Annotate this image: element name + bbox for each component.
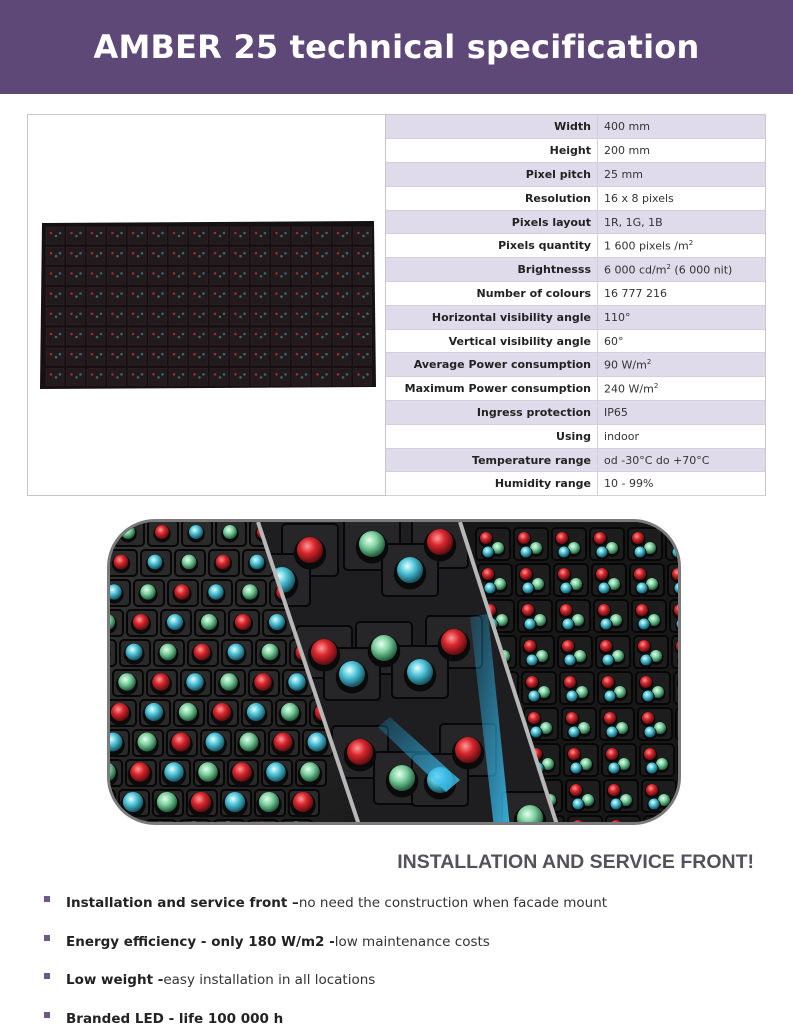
spec-label: Vertical visibility angle xyxy=(386,329,598,353)
spec-row xyxy=(386,186,765,210)
spec-row xyxy=(386,377,765,401)
spec-value: 110° xyxy=(598,305,765,329)
spec-label: Pixel pitch xyxy=(386,163,598,187)
spec-row xyxy=(386,234,765,258)
spec-row xyxy=(386,163,765,187)
spec-value: indoor xyxy=(598,424,765,448)
spec-label: Height xyxy=(386,139,598,163)
spec-value: 90 $W/m^2$ xyxy=(598,353,765,377)
spec-table xyxy=(386,115,765,496)
spec-label: Average Power consumption xyxy=(386,353,598,377)
feature-item: Energy efficiency - only 180 W/m2 - low maintenance costs xyxy=(44,932,607,952)
spec-label: Resolution xyxy=(386,186,598,210)
feature-list xyxy=(44,893,607,1028)
spec-row xyxy=(386,424,765,448)
spec-value: 6 000 $cd/m^2$ (6 000 nit) xyxy=(598,258,765,282)
product-image-cell xyxy=(28,115,386,495)
spec-row xyxy=(386,401,765,425)
spec-label: Brightnesss xyxy=(386,258,598,282)
feature-item: Branded LED - life 100 000 h xyxy=(44,1009,607,1028)
spec-value: 25 mm xyxy=(598,163,765,187)
spec-label: Pixels layout xyxy=(386,210,598,234)
spec-label: Using xyxy=(386,424,598,448)
led-module-image xyxy=(38,219,378,391)
spec-label: Temperature range xyxy=(386,448,598,472)
spec-value: 60° xyxy=(598,329,765,353)
spec-row xyxy=(386,329,765,353)
spec-label: Width xyxy=(386,115,598,139)
spec-value: 240 $W/m^2$ xyxy=(598,377,765,401)
feature-item: Installation and service front – no need the construction when facade mount xyxy=(44,893,607,913)
led-closeup-photo xyxy=(107,519,681,825)
square-bullet-icon xyxy=(44,973,50,979)
spec-value: 400 mm xyxy=(598,115,765,139)
closeup-illustration xyxy=(110,522,681,825)
square-bullet-icon xyxy=(44,1012,50,1018)
install-title: INSTALLATION AND SERVICE FRONT! xyxy=(397,851,754,873)
spec-row xyxy=(386,305,765,329)
spec-box xyxy=(27,114,766,496)
square-bullet-icon xyxy=(44,935,50,941)
spec-value: 10 - 99% xyxy=(598,472,765,496)
spec-row xyxy=(386,258,765,282)
spec-label: Maximum Power consumption xyxy=(386,377,598,401)
feature-item: Low weight - easy installation in all locations xyxy=(44,970,607,990)
spec-row xyxy=(386,448,765,472)
spec-value: 16 x 8 pixels xyxy=(598,186,765,210)
spec-row xyxy=(386,472,765,496)
spec-label: Pixels quantity xyxy=(386,234,598,258)
spec-label: Number of colours xyxy=(386,282,598,306)
spec-row xyxy=(386,210,765,234)
spec-row xyxy=(386,282,765,306)
spec-value: 1R, 1G, 1B xyxy=(598,210,765,234)
spec-label: Ingress protection xyxy=(386,401,598,425)
spec-row xyxy=(386,139,765,163)
spec-value: IP65 xyxy=(598,401,765,425)
page-title: AMBER 25 technical specification xyxy=(93,28,700,66)
spec-label: Humidity range xyxy=(386,472,598,496)
spec-value: 1 600 pixels $/m^2$ xyxy=(598,234,765,258)
spec-label: Horizontal visibility angle xyxy=(386,305,598,329)
page-header xyxy=(0,0,793,94)
square-bullet-icon xyxy=(44,896,50,902)
spec-row xyxy=(386,115,765,139)
spec-value: od -30°C do +70°C xyxy=(598,448,765,472)
spec-row xyxy=(386,353,765,377)
spec-value: 200 mm xyxy=(598,139,765,163)
spec-value: 16 777 216 xyxy=(598,282,765,306)
